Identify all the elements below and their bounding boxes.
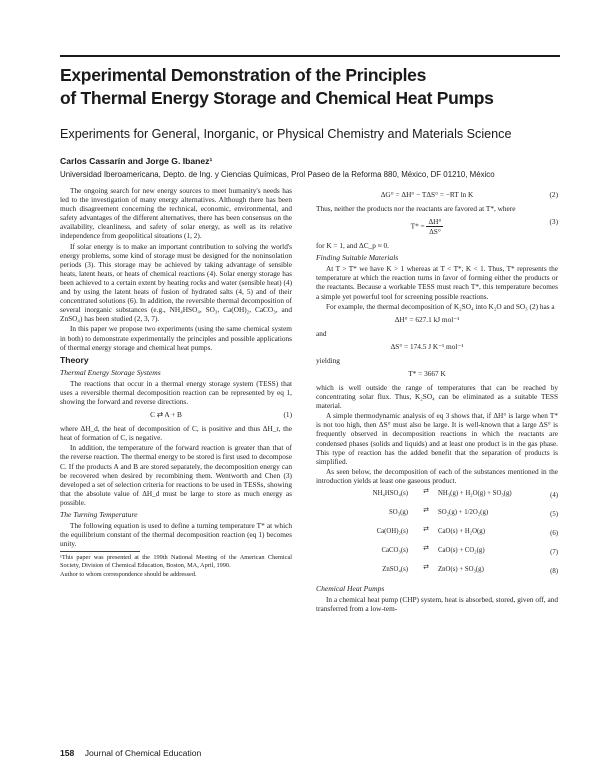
paragraph: which is well outside the range of temperatures that can be reached by concentrating solar flux. Thus, K₂SO₄ can be eliminated as a suitable TESS material. [316,382,558,411]
paragraph: For example, the thermal decomposition of K₂SO₄ into K₂O and SO₃ (2) has a [326,301,555,311]
connector-text: yielding [316,355,340,365]
section-heading-theory: Theory [60,354,89,365]
equation-number: (5) [550,510,558,518]
equation-number: (6) [550,529,558,537]
equation-3 [316,215,558,239]
eq1-products: A + B [164,410,182,420]
eq3-lhs: T* = [410,221,425,231]
reaction-products: ZnO(s) + SO₃(g) [438,565,484,573]
equation-number: (8) [550,567,558,575]
reaction-reactant: CaCO₃(s) [381,546,408,554]
reaction-products: NH₃(g) + H₂O(g) + SO₃(g) [438,489,512,497]
reaction-products: CaO(s) + CO₂(g) [438,546,485,554]
article-subtitle: Experiments for General, Inorganic, or Physical Chemistry and Materials Science [60,127,512,141]
paragraph: A simple thermodynamic analysis of eq 3 shows that, if ΔH° is large when T* is not too high, then ΔS° must also be large. It is well-known that a large ΔS° is frequently observed in decomposition reactions in which the reactants are condensed phases (solids and liquids) and at least one product is in the gas phase. This type of reaction has the added benefit that the separation of products is simplified. [316,411,558,466]
article-authors: Carlos Cassarín and Jorge G. Ibanez¹ [60,156,213,166]
subsection-heading-tess: Thermal Energy Storage Systems [60,367,161,377]
subsection-heading-chp: Chemical Heat Pumps [316,583,385,593]
reaction-5 [316,505,558,524]
paragraph: The ongoing search for new energy sources to meet humanity's needs has led to the investigation of many energy alternatives. Although there has been much disagreement concerning the technical, economic, environmental, and safety advantages of the different alternatives, there has been consensus on the availability, cleanliness, and safety of solar energy, as well as its relative independence from geopolitical situations (1, 2). [60,186,292,241]
title-line-2: of Thermal Energy Storage and Chemical Heat Pumps [60,88,494,108]
eq-dh-body: ΔH° = 627.1 kJ mol⁻¹ [394,314,460,324]
right-column [316,186,558,614]
equation-number: (2) [549,190,558,199]
paragraph: The following equation is used to define a turning temperature T* at which the equilibrium constant of the thermal decomposition reaction (eq 1) becomes unity. [60,521,292,549]
footnote-2: Author to whom correspondence should be addressed. [60,570,197,578]
equilibrium-arrow-icon: ⇄ [423,525,429,533]
subsection-heading-turning: The Turning Temperature [60,510,138,519]
eq2-body: ΔG° = ΔH° − TΔS° = −RT ln K [380,190,474,199]
equation-dh [316,313,558,327]
equation-ds [316,340,558,354]
reaction-reactant: ZnSO₄(s) [382,565,408,573]
equation-number: (1) [283,410,292,420]
paragraph: The reactions that occur in a thermal energy storage system (TESS) that uses a reversible thermal decomposition reaction can be represented by eq 1, showing the forward and reverse directions. [60,378,292,407]
eq-t-body: T* = 3667 K [408,368,446,378]
equation-t [316,367,558,381]
journal-name: Journal of Chemical Education [84,748,202,758]
top-rule [60,55,560,57]
reaction-reactant: NH₄HSO₄(s) [372,489,408,497]
left-column [60,186,292,579]
reaction-reactant: Ca(OH)₂(s) [376,527,408,535]
eq3-numerator: ΔH° [428,217,442,227]
eq-ds-body: ΔS° = 174.5 J K⁻¹ mol⁻¹ [390,341,464,351]
equilibrium-arrow-icon: ⇄ [423,563,429,571]
reaction-7 [316,543,558,562]
footnote-1: ¹This paper was presented at the 199th National Meeting of the American Chemical Society, Division of Chemical Education, Boston, MA, April, 1990. [60,554,292,569]
paragraph: If solar energy is to make an important contribution to solving the world's energy problems, some kind of storage must be designed for the noninsolation periods (3). This storage may be achieved by taking advantage of sensible heats, latent heats, or heats of chemical reactions (4). Solar energy storage has been achieved to a certain extent by heating rocks and water (sensible heat) (4) and by using the latent heats of fusion of hydrated salts (4, 5) and of their concentrated solutions (6). In addition, the reversible thermal decomposition of several inorganic substances (e.g., NH₄HSO₄, SO₃, Ca(OH)₂, CaCO₃, and ZnSO₄) has been studied (2, 3, 7). [60,241,292,324]
reaction-products: SO₂(g) + 1/2O₂(g) [438,508,489,516]
reaction-4 [316,486,558,505]
equation-number: (4) [550,491,558,499]
reaction-reactant: SO₃(g) [389,508,408,516]
eq3-fraction [426,217,443,236]
eq1-reactant: C [150,410,155,420]
equation-2 [316,188,558,202]
paragraph: for K = 1, and ΔC_p ≈ 0. [316,241,390,251]
paragraph: Thus, neither the products nor the reactants are favored at T*, where [316,204,516,213]
equilibrium-arrow-icon: ⇄ [423,487,429,495]
connector-text: and [316,328,327,338]
equilibrium-arrow-icon: ⇄ [423,506,429,514]
equation-number: (3) [549,217,558,227]
reaction-6 [316,524,558,543]
reaction-8 [316,562,558,581]
reaction-products: CaO(s) + H₂O(g) [438,527,485,535]
equation-number: (7) [550,548,558,556]
article-title [60,64,580,110]
title-line-1: Experimental Demonstration of the Principles [60,65,427,85]
paragraph: In addition, the temperature of the forward reaction is greater than that of the reverse reaction. The thermal energy to be stored is first used to decompose C. If the products A and B are stored separately, the decomposition energy can be recovered when desired by recombining them. Wentworth and Chen (3) developed a set of selection criteria for reactions to be used in TESSs, showing that the absolute value of ΔH_d must be large to store as much energy as possible. [60,443,292,507]
subsection-heading-finding: Finding Suitable Materials [316,253,399,263]
page-footer [60,748,201,758]
eq3-denominator: ΔS° [429,227,441,237]
paragraph: As seen below, the decomposition of each of the substances mentioned in the introduction yields at least one gaseous product. [316,466,558,485]
paragraph: where ΔH_d, the heat of decomposition of C, is positive and thus ΔH_r, the heat of formation of C, is negative. [60,424,292,443]
equilibrium-arrow-icon: ⇄ [156,410,163,420]
equilibrium-arrow-icon: ⇄ [423,544,429,552]
paragraph: In a chemical heat pump (CHP) system, heat is absorbed, stored, given off, and transferred from a low-tem- [316,595,558,614]
paragraph: In this paper we propose two experiments (using the same chemical system in both) to demonstrate experimentally the principles and possible applications of thermal energy storage and chemical heat pumps. [60,324,292,352]
page-number: 158 [60,748,75,758]
author-affiliation: Universidad Iberoamericana, Depto. de Ing. y Ciencias Químicas, Prol Paseo de la Reforma 880, México, DF 01210, México [60,170,495,179]
equation-1 [60,408,292,422]
paragraph: At T > T* we have K > 1 whereas at T < T*, K < 1. Thus, T* represents the temperature at which the reaction turns in favor of forming either the products or the reactants. Because a workable TESS must reach T*, this temperature becomes a simple yet powerful tool for screening possible reactions. [316,264,558,301]
